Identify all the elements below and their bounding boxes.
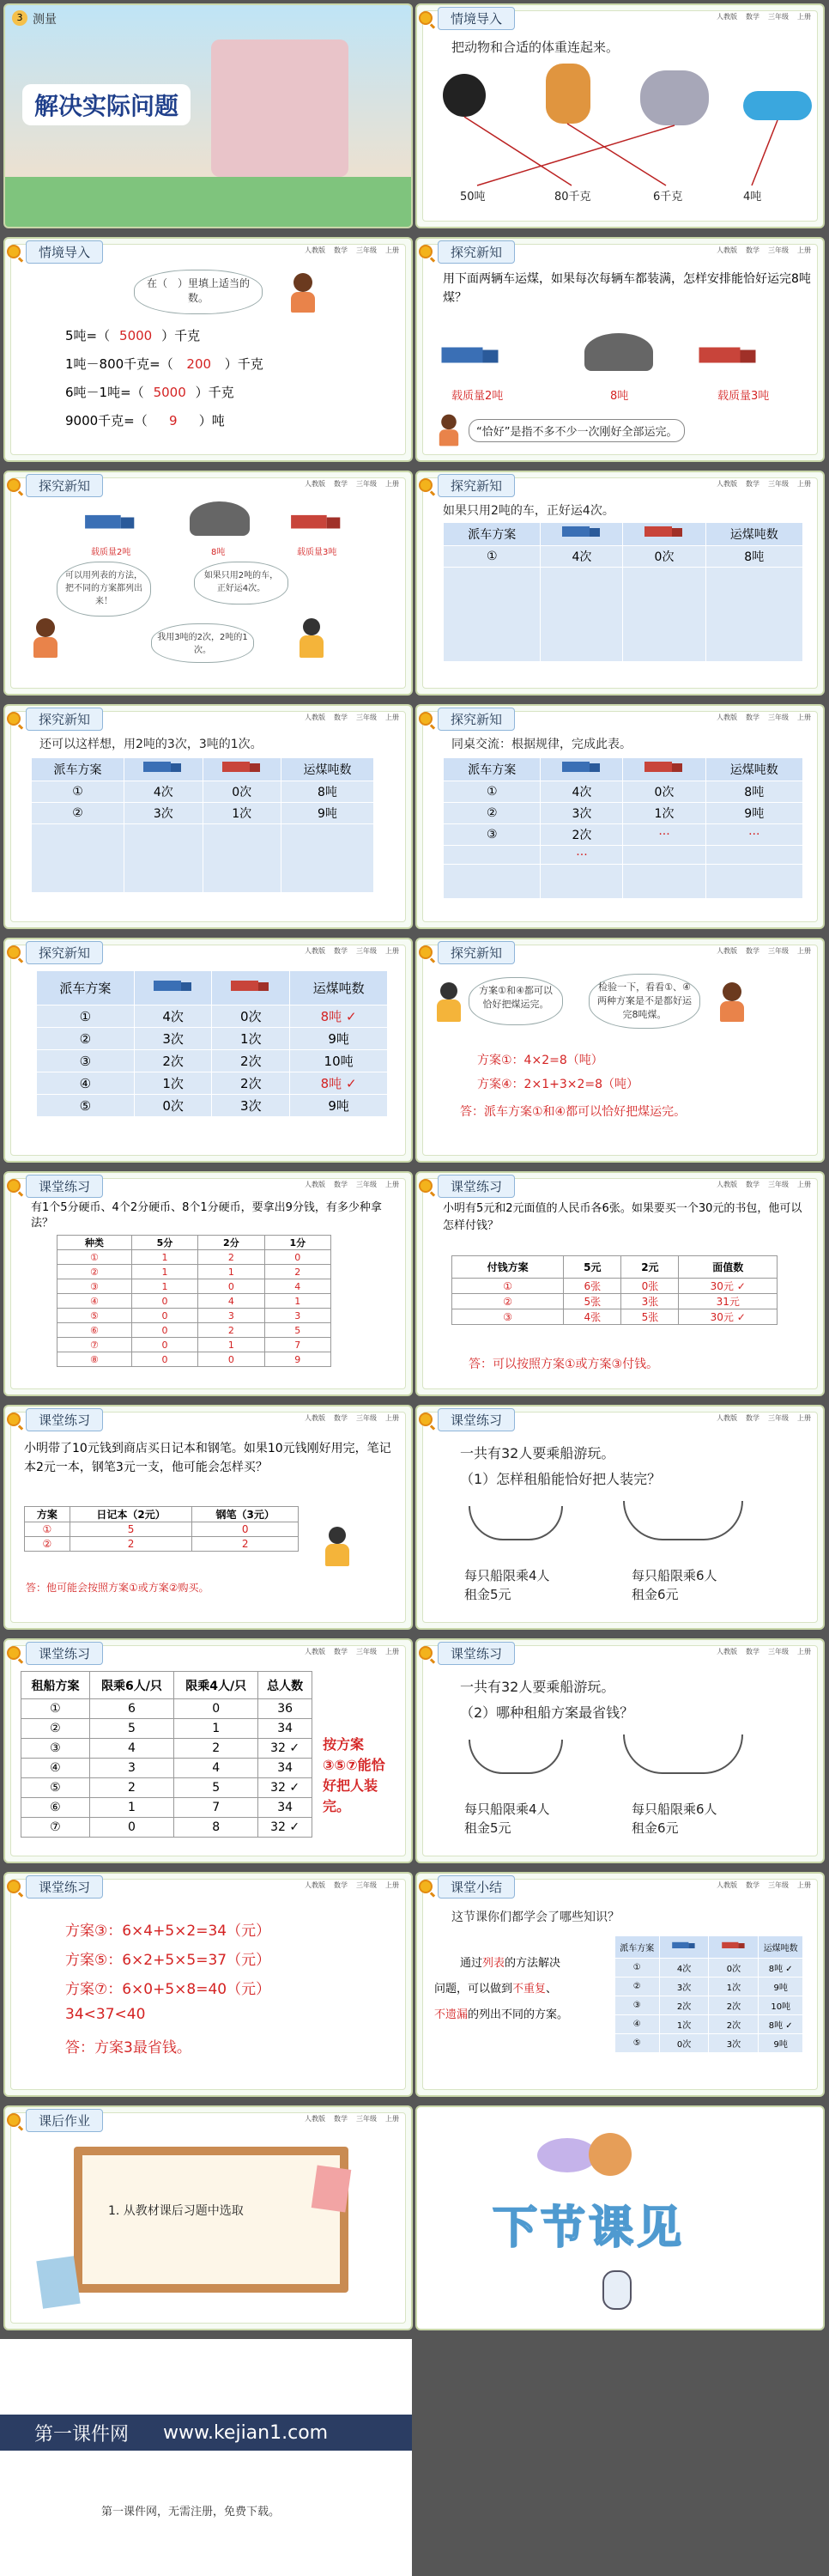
table-row: ⑤ 0次 3次 9吨 xyxy=(615,2034,803,2053)
coal-amount-label: 8吨 xyxy=(610,390,629,403)
slide-header xyxy=(7,941,103,963)
table-row: ① 4次 0次 8吨 ✓ xyxy=(37,1005,388,1028)
column-header: 运煤吨数 xyxy=(290,971,388,1005)
slide-19[interactable] xyxy=(3,2105,413,2330)
question: 如果只用2吨的车，正好运4次。 xyxy=(443,504,614,518)
table-row: ① 1 2 0 xyxy=(57,1250,331,1265)
slide-header xyxy=(419,941,515,963)
astronaut-image xyxy=(602,2270,632,2310)
table-row: ④ 1次 2次 8吨 ✓ xyxy=(37,1072,388,1095)
board xyxy=(82,2155,340,2284)
red-truck-image xyxy=(699,345,759,368)
red-truck-column xyxy=(203,758,281,781)
slide-header xyxy=(419,474,515,496)
answer: 5000 xyxy=(119,328,153,343)
sub-question: （2）哪种租船方案最省钱？ xyxy=(460,1704,634,1721)
course-meta: 人教版 数学 三年级 上册 xyxy=(305,714,399,721)
thought-bubble: 可以用列表的方法，把不同的方案都列出来！ xyxy=(57,562,151,617)
column-header: 运煤吨数 xyxy=(705,758,803,781)
table-row: ⑤ 0 3 3 xyxy=(57,1309,331,1323)
magnifier-icon xyxy=(7,712,21,726)
coal-amount-label: 8吨 xyxy=(211,548,226,557)
plan-table xyxy=(443,522,803,662)
table-row: ④ 0 4 1 xyxy=(57,1294,331,1309)
slide-6[interactable] xyxy=(415,471,825,696)
table-row: ② 5 1 34 xyxy=(21,1719,312,1739)
red-truck-image xyxy=(291,513,342,532)
girl-image xyxy=(717,982,747,1022)
course-meta: 人教版 数学 三年级 上册 xyxy=(305,2115,399,2123)
slide-18[interactable] xyxy=(415,1872,825,2097)
table-row: ② 2 2 xyxy=(25,1537,299,1552)
slide-8[interactable] xyxy=(415,704,825,929)
slide-title: 情境导入 xyxy=(26,240,103,264)
boat-capacity: 每只船限乘4人 xyxy=(464,1801,550,1817)
boat-rent: 租金5元 xyxy=(464,1587,511,1602)
magnifier-icon xyxy=(419,1179,433,1193)
question: 用下面两辆车运煤，如果每次每辆车都装满，怎样安排能恰好运完8吨煤？ xyxy=(443,272,811,305)
table-row: ⑧ 0 0 9 xyxy=(57,1352,331,1367)
boy-image xyxy=(323,1527,352,1566)
column-header: 运煤吨数 xyxy=(705,523,803,546)
payment-table: 付钱方案 5元 2元 面值数 ① 6张 0张 30元 ✓ ② 5张 3张 31元 ③ 4张 5张 30元 ✓ xyxy=(451,1255,778,1325)
table-row: ③ 1 0 4 xyxy=(57,1279,331,1294)
blue-truck-image xyxy=(442,345,501,368)
note-paper-image xyxy=(312,2165,352,2212)
slide-title: 课堂练习 xyxy=(438,1175,515,1198)
column-header: 派车方案 xyxy=(444,523,541,546)
table-row: ③ 2次 2次 10吨 xyxy=(37,1050,388,1072)
calculation: 方案③：6×4+5×2=34（元） xyxy=(65,1923,271,1940)
speech-bubble: 在（ ）里填上适当的数。 xyxy=(134,270,263,314)
conclusion: 按方案③⑤⑦能恰好把人装完。 xyxy=(323,1736,385,1814)
slide-2[interactable] xyxy=(415,3,825,228)
column-header: 派车方案 xyxy=(32,758,124,781)
footer-bar xyxy=(0,2415,412,2451)
course-meta: 人教版 数学 三年级 上册 xyxy=(717,1648,811,1656)
slide-title: 探究新知 xyxy=(26,941,103,964)
boat-capacity: 每只船限乘6人 xyxy=(632,1801,717,1817)
question: 一共有32人要乘船游玩。 xyxy=(460,1679,615,1695)
weight-option: 80千克 xyxy=(554,191,591,204)
slide-title: 课堂小结 xyxy=(438,1875,515,1899)
slide-header xyxy=(7,1642,103,1664)
table-row: ⑤ 2 5 32 ✓ xyxy=(21,1778,312,1798)
slide-title: 课堂练习 xyxy=(26,1175,103,1198)
boat-rent: 租金6元 xyxy=(632,1820,679,1836)
boat-plan-table: 租船方案 限乘6人/只 限乘4人/只 总人数 ① 6 0 36 ② 5 1 34 ③ 4 2 32 ✓ ④ 3 4 34 ⑤ 2 5 32 ✓ ⑥ 1 7 34 ⑦ 0 8 32 ✓ xyxy=(21,1671,312,1838)
table-row: ⑥ 1 7 34 xyxy=(21,1798,312,1818)
course-meta: 人教版 数学 三年级 上册 xyxy=(717,246,811,254)
course-meta: 人教版 数学 三年级 上册 xyxy=(717,714,811,721)
table-row: ① 5 0 xyxy=(25,1522,299,1537)
red-truck-column xyxy=(623,758,705,781)
plan-table xyxy=(36,970,388,1117)
table-row: ② 3次 1次 9吨 xyxy=(615,1978,803,1996)
table-row: ⑦ 0 1 7 xyxy=(57,1338,331,1352)
course-meta: 人教版 数学 三年级 上册 xyxy=(305,1181,399,1188)
plan-table xyxy=(443,757,803,899)
slide-header xyxy=(419,1875,515,1898)
magnifier-icon xyxy=(419,478,433,492)
slide-header xyxy=(419,1408,515,1431)
slide-7[interactable] xyxy=(3,704,413,929)
fill-row: 9000千克=（ 9 ）吨 xyxy=(65,413,225,428)
girl-image xyxy=(437,415,460,447)
column-header: 派车方案 xyxy=(444,758,541,781)
comparison: 34<37<40 xyxy=(65,2006,146,2023)
question: 同桌交流：根据规律，完成此表。 xyxy=(451,738,632,751)
magnifier-icon xyxy=(7,1179,21,1193)
course-meta: 人教版 数学 三年级 上册 xyxy=(717,1881,811,1889)
table-row: ② 3次 1次 9吨 xyxy=(37,1028,388,1050)
blue-truck-image xyxy=(85,513,136,532)
answer: 9 xyxy=(168,413,178,428)
homework-task: 1. 从教材课后习题中选取 xyxy=(108,2204,244,2218)
planet-image xyxy=(589,2133,632,2176)
course-meta: 人教版 数学 三年级 上册 xyxy=(305,480,399,488)
magnifier-icon xyxy=(7,1413,21,1426)
slide-cover[interactable] xyxy=(3,3,413,228)
slide-header xyxy=(7,1875,103,1898)
thought-bubble: 我用3吨的2次，2吨的1次。 xyxy=(151,623,254,663)
speech-bubble: 方案①和④都可以恰好把煤运完。 xyxy=(469,977,563,1025)
truck-capacity-label: 载质量2吨 xyxy=(91,548,131,557)
answer: 答：派车方案①和④都可以恰好把煤运完。 xyxy=(460,1105,687,1119)
table-row: ③ 4 2 32 ✓ xyxy=(21,1739,312,1759)
fill-row: 5吨=（ 5000 ）千克 xyxy=(65,328,201,343)
castle-illustration xyxy=(211,39,348,177)
table-row: ① 4次 0次 8吨 xyxy=(32,781,374,803)
slide-title: 课堂练习 xyxy=(26,1875,103,1899)
course-meta: 人教版 数学 三年级 上册 xyxy=(717,947,811,955)
fill-list xyxy=(65,326,263,429)
girl-image xyxy=(31,618,60,658)
slide-header xyxy=(419,708,515,730)
summary-text: 通过列表的方法解决 问题，可以做到不重复、 不遗漏的列出不同的方案。 xyxy=(434,1957,569,2021)
slide-header xyxy=(7,1175,103,1197)
boat-rent: 租金6元 xyxy=(632,1587,679,1602)
course-meta: 人教版 数学 三年级 上册 xyxy=(717,480,811,488)
magnifier-icon xyxy=(7,945,21,959)
course-meta: 人教版 数学 三年级 上册 xyxy=(717,1414,811,1422)
fill-row: 1吨－800千克=（ 200 ）千克 xyxy=(65,356,263,372)
slide-header xyxy=(419,240,515,263)
magnifier-icon xyxy=(419,1880,433,1893)
question: 这节课你们都学会了哪些知识？ xyxy=(451,1911,620,1924)
equation: 方案④：2×1+3×2=8（吨） xyxy=(477,1078,639,1091)
boat-rent: 租金5元 xyxy=(464,1820,511,1836)
question: 还可以这样想，用2吨的3次，3吨的1次。 xyxy=(39,738,263,751)
slide-header xyxy=(7,240,103,263)
table-row: ⑥ 0 2 5 xyxy=(57,1323,331,1338)
slide-title: 课堂练习 xyxy=(26,1408,103,1431)
question: 一共有32人要乘船游玩。 xyxy=(460,1445,615,1461)
board-frame xyxy=(74,2147,348,2293)
slide-15[interactable] xyxy=(3,1638,413,1863)
girl-image xyxy=(288,273,318,313)
fill-row: 6吨－1吨=（ 5000 ）千克 xyxy=(65,385,234,400)
coal-pile-image xyxy=(190,501,250,536)
red-truck-column xyxy=(623,523,705,546)
slide-header xyxy=(419,1175,515,1197)
magnifier-icon xyxy=(419,1646,433,1660)
table-row: ② 3次 1次 9吨 xyxy=(32,803,374,824)
slide-title: 探究新知 xyxy=(26,708,103,731)
slide-9[interactable] xyxy=(3,938,413,1163)
table-row xyxy=(444,865,803,899)
table-row xyxy=(444,568,803,662)
slide-4[interactable] xyxy=(415,237,825,462)
red-truck-column xyxy=(212,971,290,1005)
boy-image xyxy=(434,982,463,1022)
slide-13[interactable] xyxy=(3,1405,413,1630)
course-meta: 人教版 数学 三年级 上册 xyxy=(305,1881,399,1889)
slide-title: 课后作业 xyxy=(26,2109,103,2132)
answer: 答：方案3最省钱。 xyxy=(65,2039,191,2057)
table-row xyxy=(32,824,374,893)
table-row: ⑦ 0 8 32 ✓ xyxy=(21,1818,312,1838)
course-meta: 人教版 数学 三年级 上册 xyxy=(305,1414,399,1422)
answer: 答：他可能会按照方案①或方案②购买。 xyxy=(26,1582,209,1594)
truck-capacity-label: 载质量2吨 xyxy=(451,390,504,403)
magnifier-icon xyxy=(419,945,433,959)
magnifier-icon xyxy=(7,2113,21,2127)
slide-5[interactable] xyxy=(3,471,413,696)
slide-title: 探究新知 xyxy=(26,474,103,497)
magnifier-icon xyxy=(7,245,21,258)
slide-title: 探究新知 xyxy=(438,474,515,497)
thought-bubble: 如果只用2吨的车，正好运4次。 xyxy=(194,562,288,605)
speech-bubble: 检验一下，看看①、④两种方案是不是都好运完8吨煤。 xyxy=(589,974,700,1029)
slide-3[interactable] xyxy=(3,237,413,462)
table-row: ① 4次 0次 8吨 xyxy=(444,781,803,803)
slide-header xyxy=(7,474,103,496)
closing-title: 下节课见 xyxy=(493,2202,686,2254)
slide-20[interactable] xyxy=(415,2105,825,2330)
question: 小明带了10元钱到商店买日记本和钢笔。如果10元钱刚好用完，笔记本2元一本，钢笔3元一支，他可能会怎样买？ xyxy=(24,1442,391,1474)
note-paper-image xyxy=(36,2256,80,2309)
slide-title: 探究新知 xyxy=(438,708,515,731)
table-row: ③ 2次 ··· ··· xyxy=(444,824,803,846)
course-meta: 人教版 数学 三年级 上册 xyxy=(305,246,399,254)
course-meta: 人教版 数学 三年级 上册 xyxy=(305,947,399,955)
magnifier-icon xyxy=(7,1880,21,1893)
summary-table: 派车方案 运煤吨数 ① 4次 0次 8吨 ✓ ② 3次 1次 9吨 ③ 2次 2次 10吨 ④ 1次 2次 8吨 ✓ ⑤ 0次 3次 9吨 xyxy=(614,1935,803,2053)
boat-capacity: 每只船限乘6人 xyxy=(632,1568,717,1583)
boat-capacity: 每只船限乘4人 xyxy=(464,1568,550,1583)
slide-10[interactable] xyxy=(415,938,825,1163)
slide-header xyxy=(7,2109,103,2131)
note: “恰好”是指不多不少一次刚好全部运完。 xyxy=(469,419,685,442)
table-row: ③ 4张 5张 30元 ✓ xyxy=(452,1309,778,1325)
prompt: 把动物和合适的体重连起来。 xyxy=(451,39,620,55)
blue-truck-column xyxy=(134,971,212,1005)
slide-11[interactable] xyxy=(3,1171,413,1396)
table-row: ② 5张 3张 31元 xyxy=(452,1294,778,1309)
weight-option: 4吨 xyxy=(743,191,762,204)
calculation: 方案⑤：6×2+5×5=37（元） xyxy=(65,1952,271,1969)
magnifier-icon xyxy=(419,245,433,258)
blue-truck-column xyxy=(124,758,203,781)
magnifier-icon xyxy=(7,1646,21,1660)
magnifier-icon xyxy=(419,712,433,726)
course-meta: 人教版 数学 三年级 上册 xyxy=(717,13,811,21)
sub-question: （1）怎样租船能恰好把人装完？ xyxy=(460,1471,662,1487)
answer: 5000 xyxy=(153,385,186,400)
table-row: ④ 1次 2次 8吨 ✓ xyxy=(615,2015,803,2034)
slide-header xyxy=(419,1642,515,1664)
grass-illustration xyxy=(5,177,413,228)
site-url[interactable]: www.kejian1.com xyxy=(163,2421,329,2444)
slide-header xyxy=(7,708,103,730)
answer: 200 xyxy=(186,356,212,372)
lesson-title: 解决实际问题 xyxy=(22,84,191,125)
column-header: 派车方案 xyxy=(37,971,135,1005)
slide-12[interactable] xyxy=(415,1171,825,1396)
answer: 答：可以按照方案①或方案③付钱。 xyxy=(469,1358,659,1371)
magnifier-icon xyxy=(419,1413,433,1426)
slide-title: 探究新知 xyxy=(438,240,515,264)
magnifier-icon xyxy=(7,478,21,492)
unit-number-badge: 3 xyxy=(12,10,27,26)
coal-pile-image xyxy=(584,333,653,371)
table-row: ⑤ 0次 3次 9吨 xyxy=(37,1095,388,1117)
table-row: ② 1 1 2 xyxy=(57,1265,331,1279)
coin-table: 种类 5分 2分 1分 ① 1 2 0 ② 1 1 2 ③ 1 0 4 ④ 0 4 1 ⑤ 0 3 3 ⑥ 0 2 5 ⑦ 0 1 7 ⑧ 0 0 9 xyxy=(57,1235,331,1367)
slide-header xyxy=(7,1408,103,1431)
slide-title: 课堂练习 xyxy=(26,1642,103,1665)
truck-capacity-label: 载质量3吨 xyxy=(717,390,770,403)
blue-truck-column xyxy=(541,758,623,781)
column-header: 运煤吨数 xyxy=(281,758,373,781)
slide-16[interactable] xyxy=(415,1638,825,1863)
weight-option: 50吨 xyxy=(460,191,486,204)
table-row: ② 3次 1次 9吨 xyxy=(444,803,803,824)
table-row: ④ 3 4 34 xyxy=(21,1759,312,1778)
purchase-table: 方案 日记本（2元） 钢笔（3元） ① 5 0 ② 2 2 xyxy=(24,1506,299,1552)
slide-17[interactable] xyxy=(3,1872,413,2097)
slide-14[interactable] xyxy=(415,1405,825,1630)
boy-image xyxy=(297,618,326,658)
weight-option: 6千克 xyxy=(653,191,683,204)
blue-truck-column xyxy=(541,523,623,546)
site-brand: 第一课件网 xyxy=(34,2423,130,2445)
table-row: ① 4次 0次 8吨 ✓ xyxy=(615,1959,803,1978)
course-meta: 人教版 数学 三年级 上册 xyxy=(305,1648,399,1656)
plan-table xyxy=(31,757,374,893)
question: 小明有5元和2元面值的人民币各6张。如果要买一个30元的书包，他可以怎样付钱？ xyxy=(443,1202,802,1232)
table-row: ① 4次 0次 8吨 xyxy=(444,546,803,568)
slide-title: 情境导入 xyxy=(438,7,515,30)
slide-title: 课堂练习 xyxy=(438,1642,515,1665)
table-row: ··· xyxy=(444,846,803,865)
truck-capacity-label: 载质量3吨 xyxy=(297,548,337,557)
footer xyxy=(0,2339,412,2576)
course-meta: 人教版 数学 三年级 上册 xyxy=(717,1181,811,1188)
table-row: ① 6 0 36 xyxy=(21,1699,312,1719)
table-row: ③ 2次 2次 10吨 xyxy=(615,1996,803,2015)
unit-title: 测量 xyxy=(33,13,57,27)
equation: 方案①：4×2=8（吨） xyxy=(477,1054,603,1067)
table-row: ① 6张 0张 30元 ✓ xyxy=(452,1279,778,1294)
slide-title: 课堂练习 xyxy=(438,1408,515,1431)
site-tagline: 第一课件网，无需注册，免费下载。 xyxy=(101,2506,281,2518)
question: 有1个5分硬币、4个2分硬币、8个1分硬币，要拿出9分钱，有多少种拿法？ xyxy=(31,1201,382,1230)
calculation: 方案⑦：6×0+5×8=40（元） xyxy=(65,1981,271,1998)
slide-title: 探究新知 xyxy=(438,941,515,964)
